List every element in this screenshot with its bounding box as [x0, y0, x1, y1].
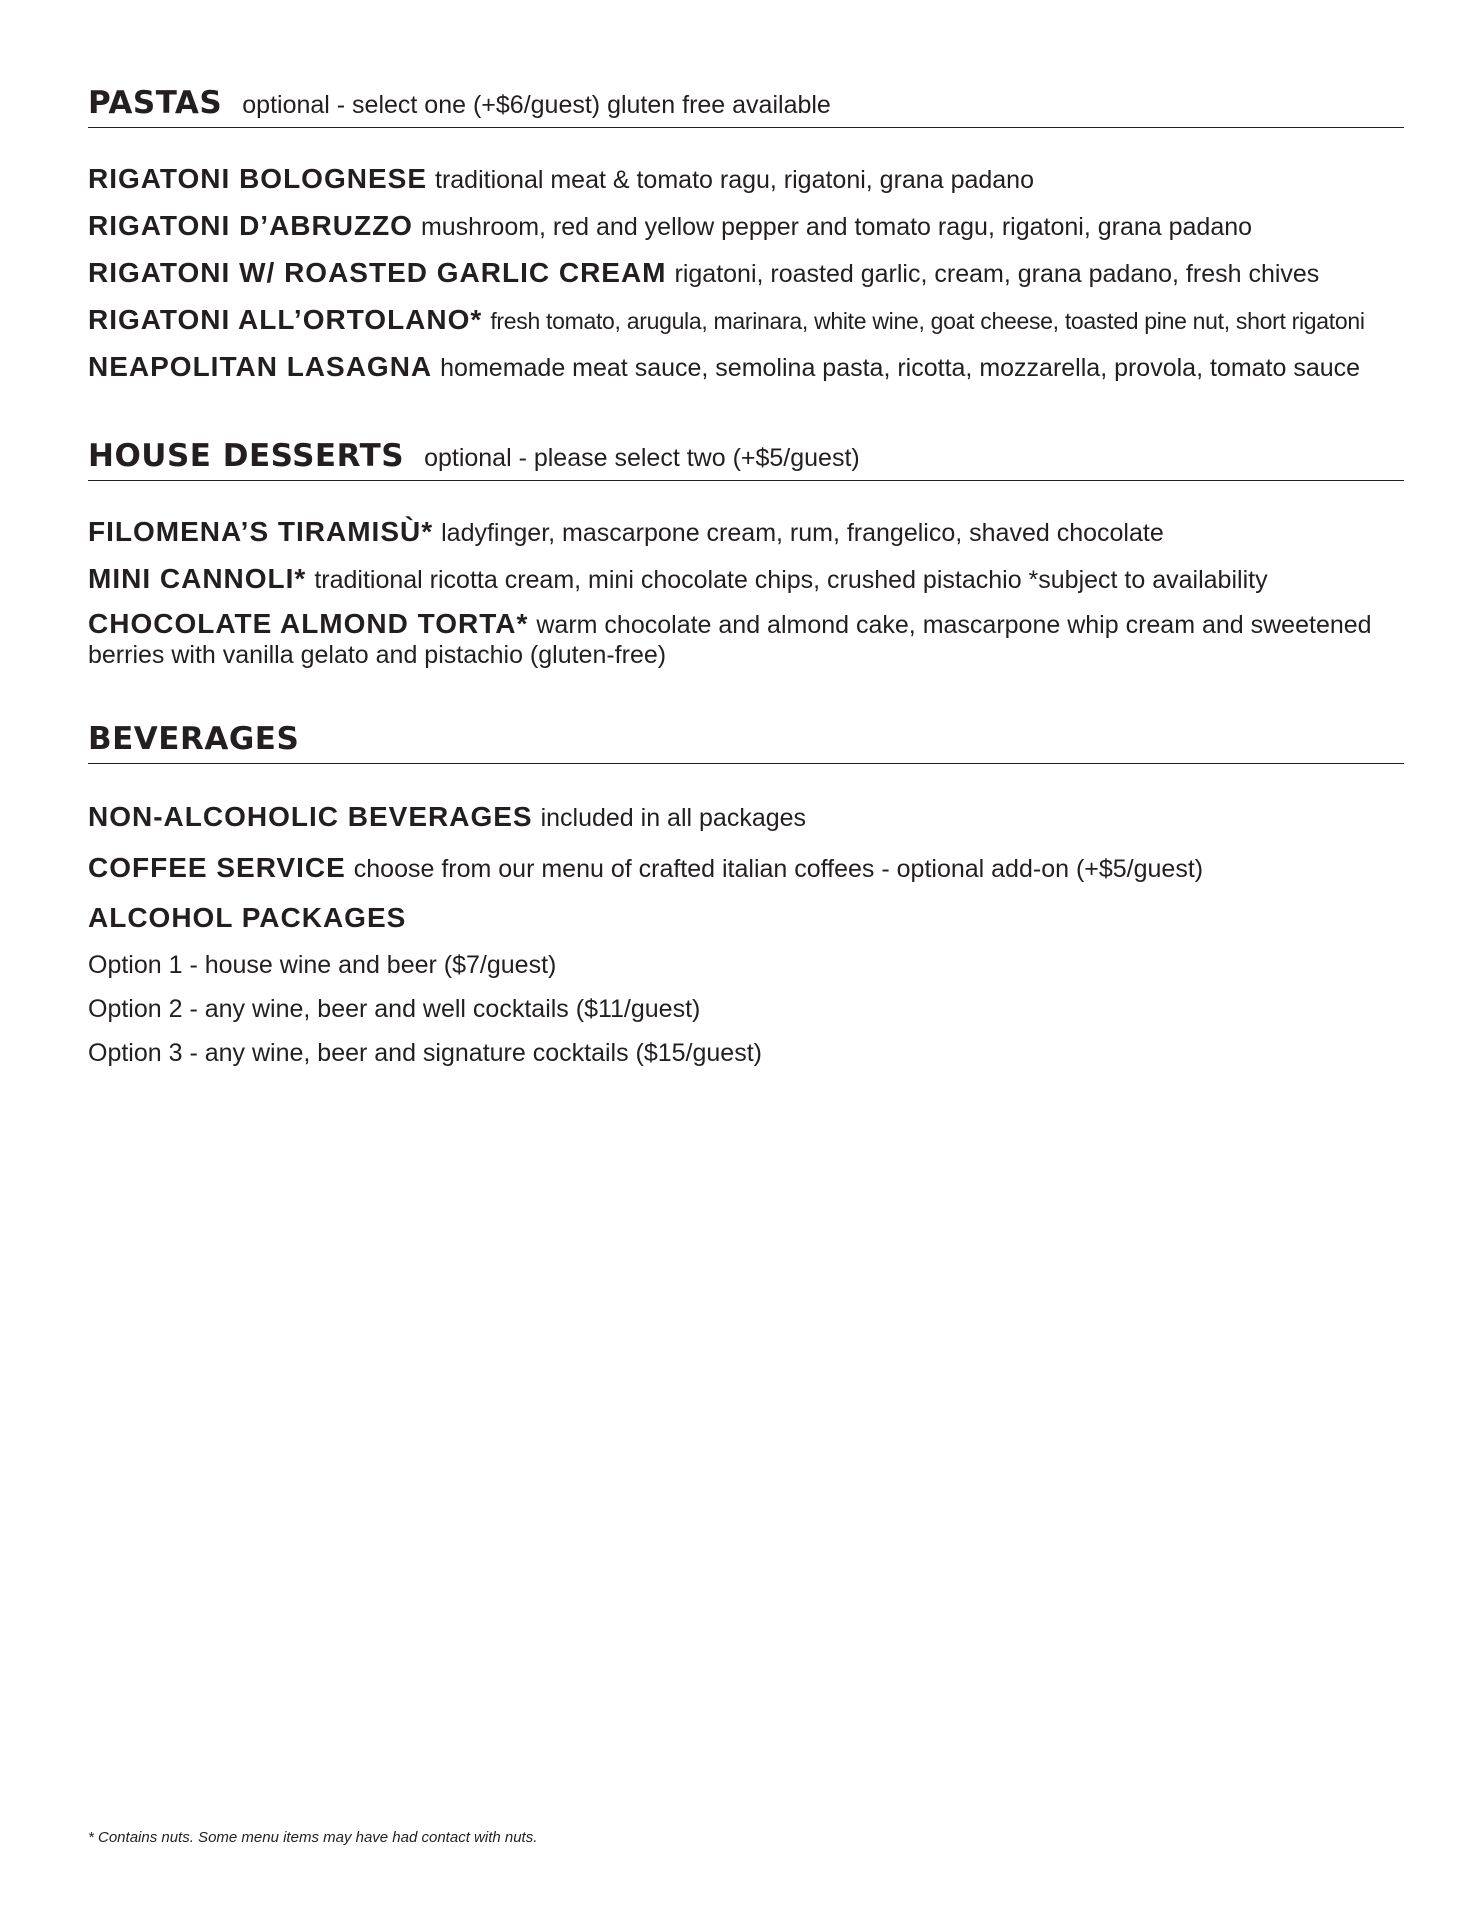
section-title: BEVERAGES	[88, 721, 300, 757]
menu-item	[88, 156, 1404, 203]
item-name: RIGATONI BOLOGNESE	[88, 163, 427, 194]
menu-item	[88, 609, 1404, 670]
menu-item	[88, 203, 1404, 250]
item-description: ladyfinger, mascarpone cream, rum, frangelico, shaved chocolate	[441, 519, 1164, 547]
item-description: fresh tomato, arugula, marinara, white wine, goat cheese, toasted pine nut, short rigatoni	[490, 308, 1365, 334]
section-title: PASTAS	[88, 85, 223, 121]
item-name: NON-ALCOHOLIC BEVERAGES	[88, 801, 533, 832]
menu-item	[88, 843, 1404, 894]
item-description: rigatoni, roasted garlic, cream, grana padano, fresh chives	[674, 260, 1320, 288]
alcohol-option: Option 1 - house wine and beer ($7/guest)	[88, 951, 557, 979]
item-name: RIGATONI W/ ROASTED GARLIC CREAM	[88, 257, 667, 288]
footnote: * Contains nuts. Some menu items may have had contact with nuts.	[88, 1829, 538, 1846]
item-description: warm chocolate and almond cake, mascarpone whip cream and sweetened berries with vanilla gelato and pistachio (gluten-free)	[88, 611, 1372, 669]
menu-item	[88, 297, 1404, 344]
item-description: homemade meat sauce, semolina pasta, ricotta, mozzarella, provola, tomato sauce	[440, 354, 1361, 382]
item-name: RIGATONI D’ABRUZZO	[88, 210, 413, 241]
item-description: choose from our menu of crafted italian coffees - optional add-on (+$5/guest)	[353, 855, 1204, 883]
item-description: included in all packages	[540, 804, 807, 832]
item-name: FILOMENA’S TIRAMISÙ*	[88, 516, 434, 547]
alcohol-option: Option 2 - any wine, beer and well cocktails ($11/guest)	[88, 995, 701, 1023]
section-house-desserts	[88, 438, 1404, 670]
menu-item	[88, 894, 1404, 943]
menu-item	[88, 556, 1404, 603]
item-description: traditional ricotta cream, mini chocolate chips, crushed pistachio *subject to availability	[314, 566, 1268, 594]
item-name: CHOCOLATE ALMOND TORTA*	[88, 608, 529, 639]
section-title: HOUSE DESSERTS	[88, 438, 405, 474]
menu-item	[88, 509, 1404, 556]
item-name: NEAPOLITAN LASAGNA	[88, 351, 433, 382]
menu-item	[88, 792, 1404, 843]
section-subtitle: optional - select one (+$6/guest) gluten free available	[242, 91, 831, 119]
section-beverages	[88, 721, 1404, 1075]
menu-items	[88, 792, 1404, 1075]
section-header	[88, 721, 1404, 764]
item-name: ALCOHOL PACKAGES	[88, 902, 407, 933]
section-subtitle: optional - please select two (+$5/guest)	[424, 444, 860, 472]
menu-item	[88, 250, 1404, 297]
item-description: mushroom, red and yellow pepper and tomato ragu, rigatoni, grana padano	[420, 213, 1253, 241]
item-description: traditional meat & tomato ragu, rigatoni, grana padano	[435, 166, 1034, 194]
menu-items	[88, 509, 1404, 670]
item-name: COFFEE SERVICE	[88, 852, 346, 883]
menu-item	[88, 344, 1404, 391]
section-pastas	[88, 85, 1404, 391]
section-header	[88, 85, 1404, 128]
item-name: RIGATONI ALL’ORTOLANO*	[88, 304, 483, 335]
section-header	[88, 438, 1404, 481]
item-name: MINI CANNOLI*	[88, 563, 307, 594]
menu-items	[88, 156, 1404, 391]
alcohol-option: Option 3 - any wine, beer and signature cocktails ($15/guest)	[88, 1039, 762, 1067]
